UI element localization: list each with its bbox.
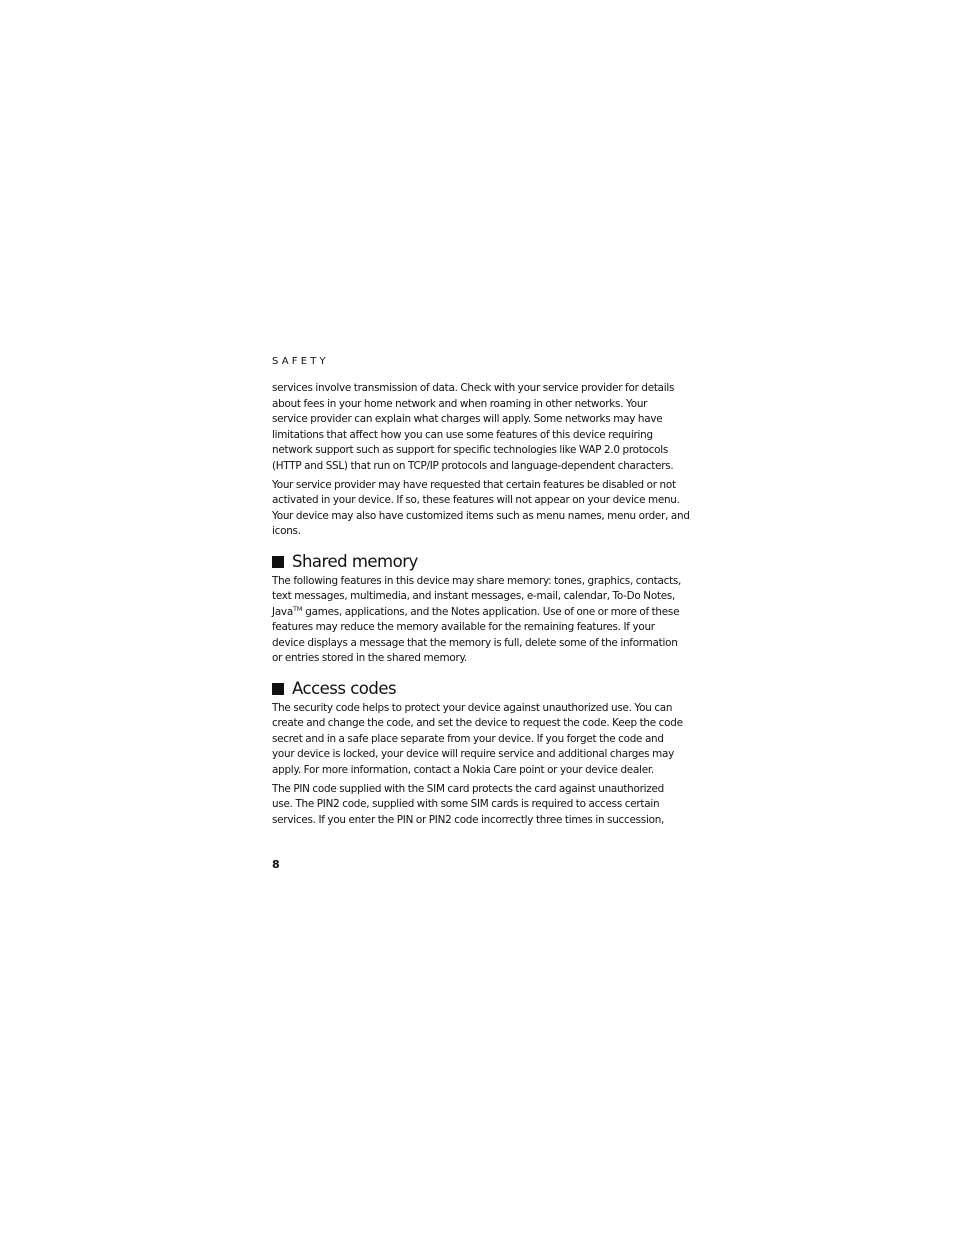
text-line: The PIN code supplied with the SIM card protects the card against unauthorized: [272, 782, 664, 795]
text-line: services. If you enter the PIN or PIN2 code incorrectly three times in succession,: [272, 813, 665, 826]
access-codes-paragraph-1: [272, 701, 683, 779]
text-line: Your service provider may have requested that certain features be disabled or not: [272, 478, 676, 491]
section-heading-access-codes: [272, 678, 672, 700]
text-line: device displays a message that the memory is full, delete some of the information: [272, 636, 678, 649]
text-line: secret and in a safe place separate from your device. If you forget the code and: [272, 732, 664, 745]
section-heading-shared-memory: [272, 551, 672, 573]
text-line: network support such as support for specific technologies like WAP 2.0 protocols: [272, 444, 669, 456]
text-line: or entries stored in the shared memory.: [272, 652, 467, 664]
manual-page: [272, 0, 690, 1235]
java-word: Java: [272, 605, 293, 618]
text-line: features may reduce the memory available for the remaining features. If your: [272, 621, 655, 633]
text-line: The security code helps to protect your device against unauthorized use. You can: [272, 701, 673, 714]
text-line: create and change the code, and set the device to request the code. Keep the code: [272, 717, 683, 729]
running-head: SAFETY: [272, 356, 329, 367]
section-title: Access codes: [292, 678, 397, 698]
text-line: Your device may also have customized items such as menu names, menu order, and: [272, 509, 690, 522]
section-bullet-square-icon: [272, 683, 284, 695]
text-line-java: [272, 604, 680, 621]
page-content: [272, 381, 690, 832]
text-line: about fees in your home network and when roaming in other networks. Your: [272, 397, 648, 410]
section-bullet-square-icon: [272, 556, 284, 568]
intro-paragraph-2: [272, 478, 690, 540]
text-line: use. The PIN2 code, supplied with some SIM cards is required to access certain: [272, 798, 660, 810]
text-line-rest: games, applications, and the Notes application. Use of one or more of these: [302, 605, 680, 618]
text-line: activated in your device. If so, these features will not appear on your device menu.: [272, 494, 680, 506]
text-line: limitations that affect how you can use some features of this device requiring: [272, 428, 653, 441]
trademark-superscript: TM: [292, 604, 303, 613]
text-line: your device is locked, your device will require service and additional charges may: [272, 748, 674, 760]
text-line: (HTTP and SSL) that run on TCP/IP protocols and language-dependent characters.: [272, 459, 674, 472]
section-title: Shared memory: [292, 551, 418, 571]
page-number: 8: [272, 858, 280, 871]
access-codes-paragraph-2: [272, 782, 672, 829]
text-line: service provider can explain what charges will apply. Some networks may have: [272, 413, 663, 425]
text-line: text messages, multimedia, and instant messages, e-mail, calendar, To-Do Notes,: [272, 590, 676, 602]
text-line: The following features in this device may share memory: tones, graphics, contacts,: [272, 574, 682, 587]
text-line: services involve transmission of data. Check with your service provider for details: [272, 382, 675, 394]
text-line: icons.: [272, 525, 301, 537]
shared-memory-paragraph: [272, 574, 682, 667]
text-line: apply. For more information, contact a Nokia Care point or your device dealer.: [272, 763, 654, 776]
intro-paragraph-1: [272, 381, 675, 474]
